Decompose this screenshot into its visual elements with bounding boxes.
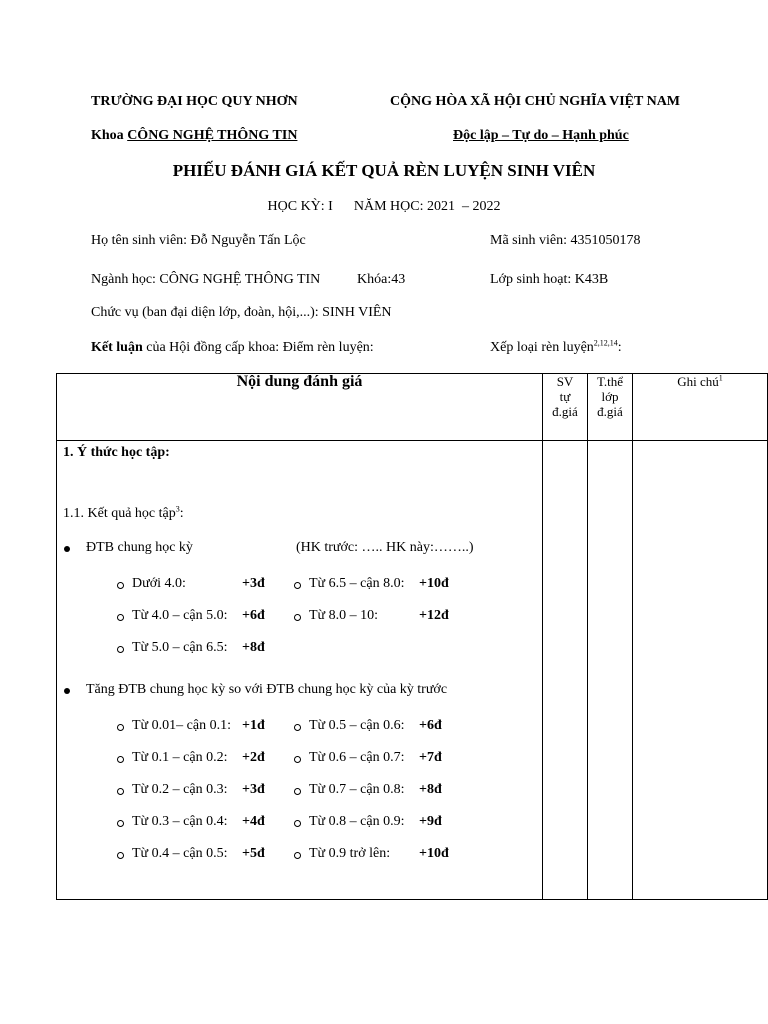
country-name: CỘNG HÒA XÃ HỘI CHỦ NGHĨA VIỆT NAM (390, 94, 681, 109)
student-name: Họ tên sinh viên: Đỗ Nguyễn Tấn Lộc (91, 233, 306, 248)
section-heading: 1. Ý thức học tập: (63, 445, 170, 460)
circle-bullet-icon (294, 788, 301, 795)
subsection-label: 1.1. Kết quả học tập (63, 506, 176, 521)
header-self-line1: SV (556, 374, 574, 389)
increase-option: Từ 0.5 – cận 0.6: (309, 718, 405, 733)
content-cell (57, 441, 543, 900)
student-position: Chức vụ (ban đại diện lớp, đoàn, hội,...): SINH VIÊN (91, 305, 392, 320)
circle-bullet-icon (117, 756, 124, 763)
increase-option: Từ 0.6 – cận 0.7: (309, 750, 405, 765)
subsection-colon: : (179, 506, 184, 521)
gpa-option-points: +10đ (419, 576, 449, 591)
rating-footnote: 2,12,14 (593, 338, 618, 348)
increase-option-points: +4đ (242, 814, 265, 829)
circle-bullet-icon (294, 582, 301, 589)
conclusion-label: Kết luận (91, 340, 143, 355)
header-note (633, 374, 768, 441)
circle-bullet-icon (294, 614, 301, 621)
header-note-footnote: 1 (718, 373, 723, 383)
conclusion-line (91, 340, 374, 356)
table-header-row (57, 374, 768, 441)
header-class-line1: T.thể (596, 374, 624, 389)
university-name: TRƯỜNG ĐẠI HỌC QUY NHƠN (91, 94, 298, 109)
circle-bullet-icon (117, 724, 124, 731)
bullet-icon (64, 688, 70, 694)
gpa-option: Từ 6.5 – cận 8.0: (309, 576, 405, 591)
student-id: Mã sinh viên: 4351050178 (490, 233, 641, 248)
rating-label: Xếp loại rèn luyện (490, 340, 594, 355)
increase-option: Từ 0.7 – cận 0.8: (309, 782, 405, 797)
increase-option-points: +8đ (419, 782, 442, 797)
header-self-score (543, 374, 588, 441)
header-self-line2: tự (559, 389, 571, 404)
increase-option: Từ 0.8 – cận 0.9: (309, 814, 405, 829)
form-title: PHIẾU ĐÁNH GIÁ KẾT QUẢ RÈN LUYỆN SINH VIÊN (172, 161, 596, 180)
gpa-option: Dưới 4.0: (132, 576, 186, 591)
motto: Độc lập – Tự do – Hạnh phúc (453, 128, 629, 143)
circle-bullet-icon (294, 724, 301, 731)
circle-bullet-icon (117, 582, 124, 589)
circle-bullet-icon (294, 820, 301, 827)
faculty-prefix: Khoa (91, 128, 124, 143)
gpa-option: Từ 4.0 – cận 5.0: (132, 608, 228, 623)
circle-bullet-icon (294, 852, 301, 859)
gpa-option-points: +3đ (242, 576, 265, 591)
increase-option: Từ 0.9 trở lên: (309, 846, 391, 861)
faculty-name: CÔNG NGHỆ THÔNG TIN (127, 128, 298, 143)
increase-option-points: +9đ (419, 814, 442, 829)
gpa-option-points: +6đ (242, 608, 265, 623)
circle-bullet-icon (294, 756, 301, 763)
circle-bullet-icon (117, 614, 124, 621)
header-content: Nội dung đánh giá (57, 374, 543, 441)
increase-option-points: +6đ (419, 718, 442, 733)
increase-option-points: +7đ (419, 750, 442, 765)
gpa-label: ĐTB chung học kỳ (86, 540, 193, 555)
gpa-option: Từ 8.0 – 10: (309, 608, 379, 623)
header-class-score (588, 374, 633, 441)
self-score-cell[interactable] (543, 441, 588, 900)
increase-option-points: +1đ (242, 718, 265, 733)
bullet-icon (64, 546, 70, 552)
increase-option: Từ 0.01– cận 0.1: (132, 718, 231, 733)
class-score-cell[interactable] (588, 441, 633, 900)
subsection-footnote: 3 (175, 504, 180, 514)
student-class: Lớp sinh hoạt: K43B (490, 272, 609, 287)
increase-option: Từ 0.4 – cận 0.5: (132, 846, 228, 861)
gpa-note: (HK trước: ….. HK này:……..) (296, 540, 474, 555)
faculty-line (91, 128, 297, 144)
term-line: HỌC KỲ: I NĂM HỌC: 2021 – 2022 (267, 199, 501, 214)
circle-bullet-icon (117, 788, 124, 795)
increase-option: Từ 0.1 – cận 0.2: (132, 750, 228, 765)
gpa-option-points: +12đ (419, 608, 449, 623)
student-course: Khóa:43 (357, 272, 406, 287)
increase-option: Từ 0.3 – cận 0.4: (132, 814, 228, 829)
increase-option-points: +5đ (242, 846, 265, 861)
note-cell[interactable] (633, 441, 768, 900)
header-class-line2: lớp (601, 389, 619, 404)
header-note-label: Ghi chú (677, 374, 719, 389)
evaluation-table (56, 373, 768, 900)
increase-option-points: +2đ (242, 750, 265, 765)
circle-bullet-icon (117, 646, 124, 653)
increase-label: Tăng ĐTB chung học kỳ so với ĐTB chung học kỳ của kỳ trước (86, 682, 448, 697)
circle-bullet-icon (117, 820, 124, 827)
header-self-line3: đ.giá (552, 404, 578, 419)
increase-option-points: +10đ (419, 846, 449, 861)
rating-colon: : (617, 340, 622, 355)
table-row (57, 441, 768, 900)
gpa-option-points: +8đ (242, 640, 265, 655)
increase-option: Từ 0.2 – cận 0.3: (132, 782, 228, 797)
increase-option-points: +3đ (242, 782, 265, 797)
student-major: Ngành học: CÔNG NGHỆ THÔNG TIN (91, 272, 321, 287)
gpa-option: Từ 5.0 – cận 6.5: (132, 640, 228, 655)
conclusion-text: của Hội đồng cấp khoa: Điểm rèn luyện: (142, 340, 374, 355)
circle-bullet-icon (117, 852, 124, 859)
header-class-line3: đ.giá (597, 404, 623, 419)
subsection-title (63, 506, 184, 522)
rating-line (490, 340, 622, 356)
